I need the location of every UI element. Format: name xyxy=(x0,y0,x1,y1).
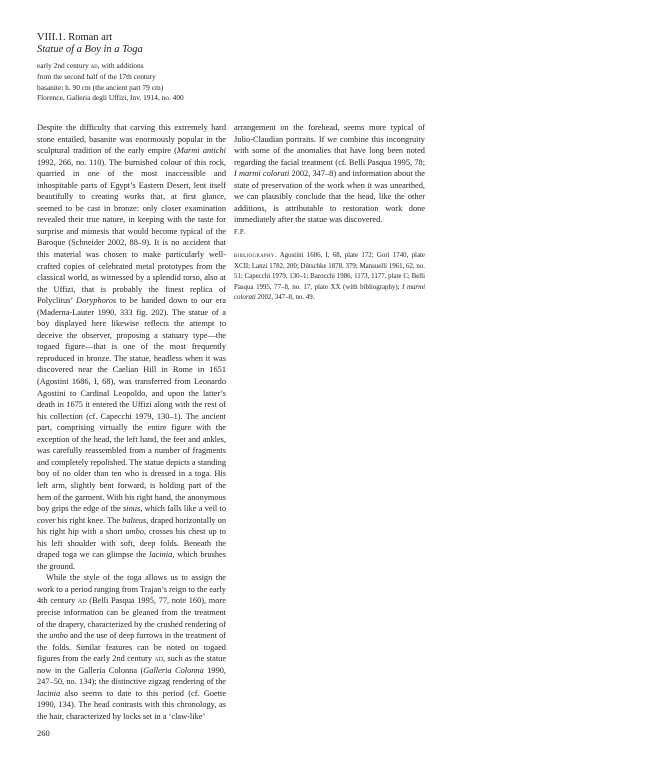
p1-run-2: 1992, 266, no. 110). The burnished colour of this rock, quarried in one of the most inaccessible and inhospitable parts of Egypt’s Eastern Desert, lent itself beautifully to creating works that, at first glance, seemed to be cast in bronze: only closer examination revealed their true nature, in keeping with the taste for surprise and mimesis that would become typical of the Baroque (Schneider 2002, 88–9). It is no accident that this material was chosen to make particularly well-crafted copies of celebrated metal prototypes from the classical world, as witnessed by a splendid torso, also at the Uffizi, that is probably the finest replica of Polyclitus’ xyxy=(37,157,226,306)
entry-title: Statue of a Boy in a Toga xyxy=(37,44,143,55)
author-initials: F.P. xyxy=(234,228,246,236)
bibliography xyxy=(234,251,425,304)
bibliography-label: bibliography. xyxy=(234,252,277,259)
p1-run-7: balteus xyxy=(122,515,147,525)
location-line: Florence, Galleria degli Uffizi, Inv. 1914, no. 400 xyxy=(37,93,184,103)
date-era: ad xyxy=(90,61,98,70)
biblio-run-0: Agostini 1686, I, 68, plate 172; Gori 1740, plate XCII; Lanzi 1782, 200; Dütschke 1878, 379; Mansuelli 1961, 62, no. 51; Capecchi 1979, 130–1; Barocchi 1986, 1173, 1177, plate C; Belli Pasqua 1995, 77–8, no. 17, plate XX (with bibliography); xyxy=(234,252,425,291)
p1-run-0: Despite the difficulty that carving this extremely hard stone entailed, basanite was enormously popular in the sculptural tradition of the early empire ( xyxy=(37,123,226,156)
page-number: 260 xyxy=(37,728,50,738)
body-paragraph-2: While the style of the toga allows us to assign the work to a period ranging from Trajan’s reign to the early 4th century ad (Belli Pasqua 1995, 77, note 160), more precise information can be gleaned from the treatment of the drapery, characterized by the crushed rendering of the umbo and the use of deep furrows in the treatment of the folds. Similar features can be noted on togaed figures from the early 2nd century ad, such as the statue now in the Galleria Colonna (Galleria Colonna 1990, 247–50, no. 134); the distinctive zigzag rendering of the lacinia also seems to date to this period (cf. Goette 1990, 134). The head contrasts with this chronology, as the hair, characterized by locks set in a ‘claw-like’ xyxy=(37,573,227,721)
p1-run-1: Marmi antichi xyxy=(176,146,226,156)
material-line: basanite; h. 90 cm (the ancient part 79 cm) xyxy=(37,82,164,92)
p1-run-3: Doryphoros xyxy=(76,296,117,306)
date-text-2: , with additions xyxy=(97,61,144,70)
entry-header xyxy=(37,32,437,104)
p1-run-5: sinus xyxy=(123,504,141,514)
p1-run-6: , which falls like a veil to cover his right knee. The xyxy=(37,504,227,525)
date-line xyxy=(37,61,437,72)
text-column-left xyxy=(37,122,226,722)
p1-run-12: , which brushes the ground. xyxy=(37,550,226,571)
p1-run-11: lacinia xyxy=(149,550,173,560)
biblio-run-1: I marmi colorati xyxy=(234,283,425,302)
body-paragraph-2-continued: arrangement on the forehead, seems more typical of Julio-Claudian portraits. If we combine this incongruity with some of the anomalies that have long been noted regarding the facial treatment (cf. Belli Pasqua 1995, 78; I marmi colorati 2002, 347–8) and information about the state of preservation of the work when it was unearthed, we can plausibly conclude that the head, like the other additions, is attributable to restoration work done immediately after the statue was discovered. xyxy=(234,123,426,225)
section-heading: VIII.1. Roman art xyxy=(37,32,113,43)
additions-line: from the second half of the 17th century xyxy=(37,71,156,81)
date-text-1: early 2nd century xyxy=(37,61,91,70)
p1-run-8: , draped horizontally on his right hip with a short xyxy=(37,515,226,537)
text-column-right xyxy=(234,122,425,238)
biblio-run-2: 2002, 347–8, no. 49. xyxy=(255,294,315,302)
body-paragraph-1 xyxy=(37,122,226,572)
catalogue-details xyxy=(37,61,437,104)
p1-run-4: to be handed down to our era (Maderna-Lauter 1990, 333 fig. 202). The statue of a boy displayed here likewise reflects the attempt to deceive the observer, proposing a statuary type—the togaed figure—that is one of the most frequently reproduced in bronze. The statue, headless when it was discovered near the Caelian Hill in Rome in 1651 (Agostini 1686, I, 68), was transferred from Leonardo Agostini to Cardinal Leopoldo, and upon the latter’s death in 1675 it entered the Uffizi along with the rest of his collection (cf. Capecchi 1979, 130–1). The ancient part, comprising virtually the entire figure with the exception of the head, the left hand, the feet and ankles, was carefully reassembled from a number of fragments and completely repolished. The statue depicts a standing boy of no older than ten who is dressed in a toga. His left arm, slightly bent forward, is holding part of the hem of the garment. With his right hand, the anonymous boy grips the edge of the xyxy=(37,296,227,514)
p1-run-10: , crosses his chest up to his left shoulder with soft, deep folds. Beneath the draped toga we can glimpse the xyxy=(37,527,226,560)
p1-run-9: umbo xyxy=(125,527,144,537)
